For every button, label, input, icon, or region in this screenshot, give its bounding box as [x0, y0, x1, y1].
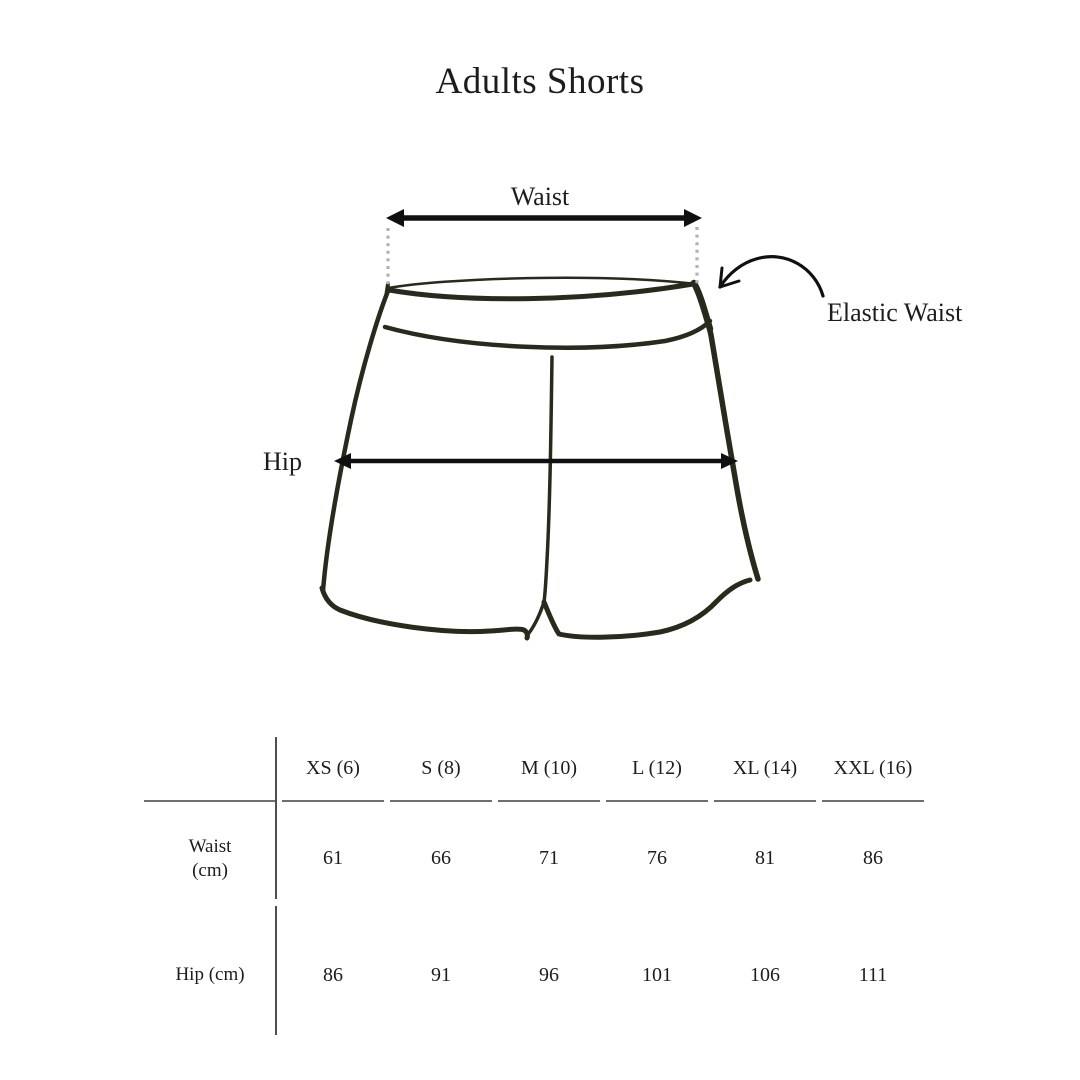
row-label-waist: Waist (cm) [188, 835, 232, 881]
waist-dimension-label: Waist [510, 182, 570, 211]
elastic-waist-callout-arrow [720, 257, 823, 296]
row-label-hip: Hip (cm) [175, 964, 245, 986]
table-cell: 61 [323, 847, 343, 869]
corner-cell [144, 737, 276, 802]
table-cell: 66 [431, 847, 451, 869]
table-vertical-rule-top [275, 737, 277, 899]
table-cell: 106 [750, 963, 780, 986]
col-header-xl: XL (14) [714, 737, 816, 802]
col-header-xxl: XXL (16) [822, 737, 924, 802]
table-cell: 101 [642, 963, 672, 986]
table-row-waist [144, 802, 924, 915]
table-cell: 91 [431, 963, 451, 986]
elastic-waist-label: Elastic Waist [827, 298, 963, 327]
table-cell: 96 [539, 963, 559, 986]
table-cell: 86 [323, 963, 343, 986]
table-cell: 111 [858, 963, 888, 986]
col-header-s: S (8) [390, 737, 492, 802]
table-vertical-rule-bottom [275, 906, 277, 1035]
hip-measure-arrow [334, 453, 738, 469]
table-cell: 71 [539, 847, 559, 869]
size-table-header-row [144, 737, 924, 802]
table-row-hip [144, 915, 924, 1035]
page-title: Adults Shorts [435, 61, 645, 102]
col-header-xs: XS (6) [282, 737, 384, 802]
table-cell: 86 [863, 847, 883, 869]
hip-dimension-label: Hip [263, 447, 302, 476]
table-cell: 81 [755, 847, 775, 869]
size-table [138, 737, 930, 1035]
col-header-m: M (10) [498, 737, 600, 802]
shorts-illustration [322, 278, 758, 638]
table-cell: 76 [647, 847, 667, 869]
col-header-l: L (12) [606, 737, 708, 802]
